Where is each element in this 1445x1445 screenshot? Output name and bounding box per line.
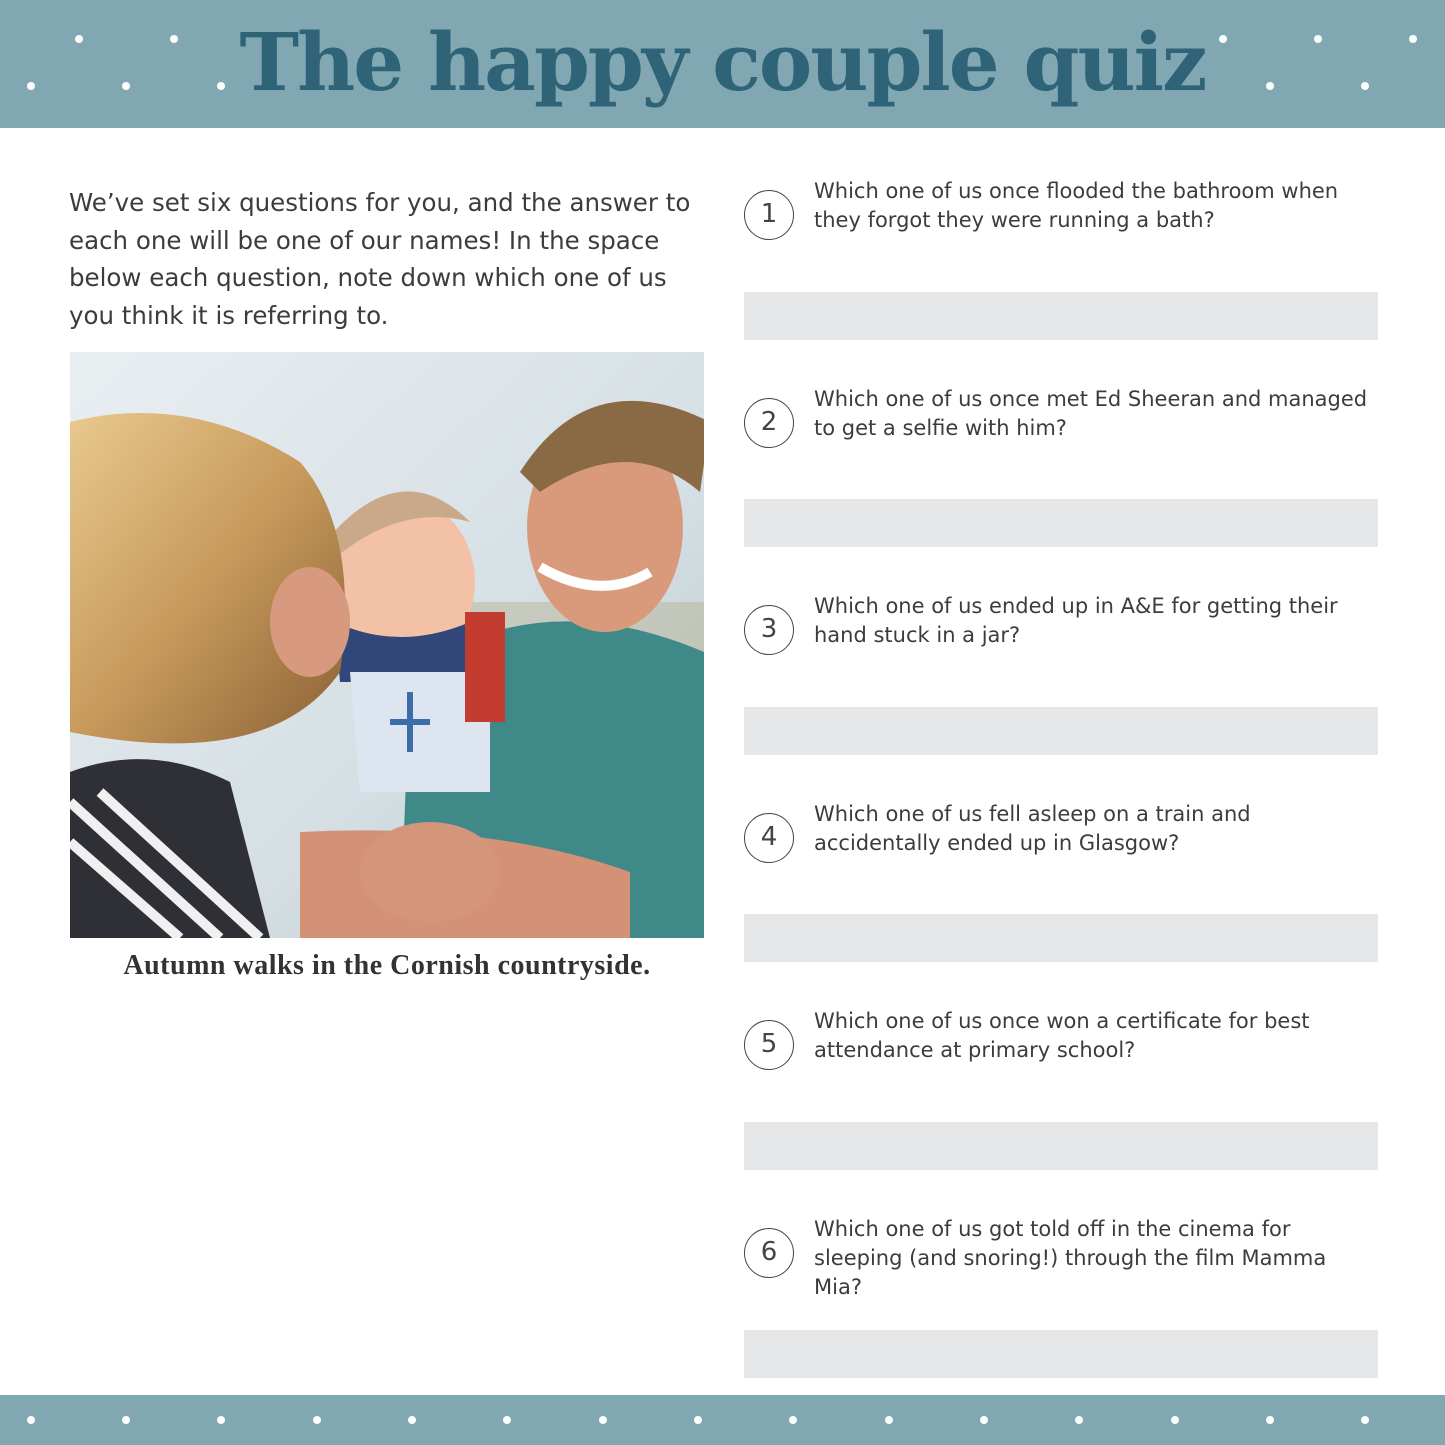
photo-caption: Autumn walks in the Cornish countryside. [123,950,651,981]
header-band [0,0,1445,128]
decorative-dot [980,1416,988,1424]
decorative-dot [313,1416,321,1424]
answer-box-1[interactable] [744,292,1378,340]
answer-box-5[interactable] [744,1122,1378,1170]
question-number-badge: 1 [744,190,794,240]
page-title: The happy couple quiz [239,15,1206,109]
question-number-badge: 6 [744,1228,794,1278]
decorative-dot [122,1416,130,1424]
question-number-badge: 5 [744,1020,794,1070]
decorative-dot [1361,1416,1369,1424]
intro-paragraph: We’ve set six questions for you, and the answer to each one will be one of our names! In the space below each question, note down which one of us you think it is referring to. [69,188,691,331]
answer-box-6[interactable] [744,1330,1378,1378]
decorative-dot [217,1416,225,1424]
question-text: Which one of us fell asleep on a train and accidentally ended up in Glasgow? [814,802,1251,855]
decorative-dot [1171,1416,1179,1424]
question-text: Which one of us once won a certificate for best attendance at primary school? [814,1009,1310,1062]
question-text: Which one of us ended up in A&E for getting their hand stuck in a jar? [814,594,1338,647]
question-number-badge: 4 [744,813,794,863]
decorative-dot [599,1416,607,1424]
decorative-dot [503,1416,511,1424]
decorative-dot [789,1416,797,1424]
question-text: Which one of us once flooded the bathroom when they forgot they were running a bath? [814,179,1339,232]
footer-band [0,1395,1445,1445]
family-photo [70,352,704,938]
question-number-badge: 3 [744,605,794,655]
answer-box-3[interactable] [744,707,1378,755]
decorative-dot [27,1416,35,1424]
question-text: Which one of us once met Ed Sheeran and managed to get a selfie with him? [814,387,1368,440]
answer-box-4[interactable] [744,914,1378,962]
decorative-dot [408,1416,416,1424]
question-number-badge: 2 [744,398,794,448]
question-text: Which one of us got told off in the cinema for sleeping (and snoring!) through the film Mamma Mia? [814,1217,1327,1299]
decorative-dot [1075,1416,1083,1424]
answer-box-2[interactable] [744,499,1378,547]
decorative-dot [885,1416,893,1424]
decorative-dot [694,1416,702,1424]
decorative-dot [1266,1416,1274,1424]
